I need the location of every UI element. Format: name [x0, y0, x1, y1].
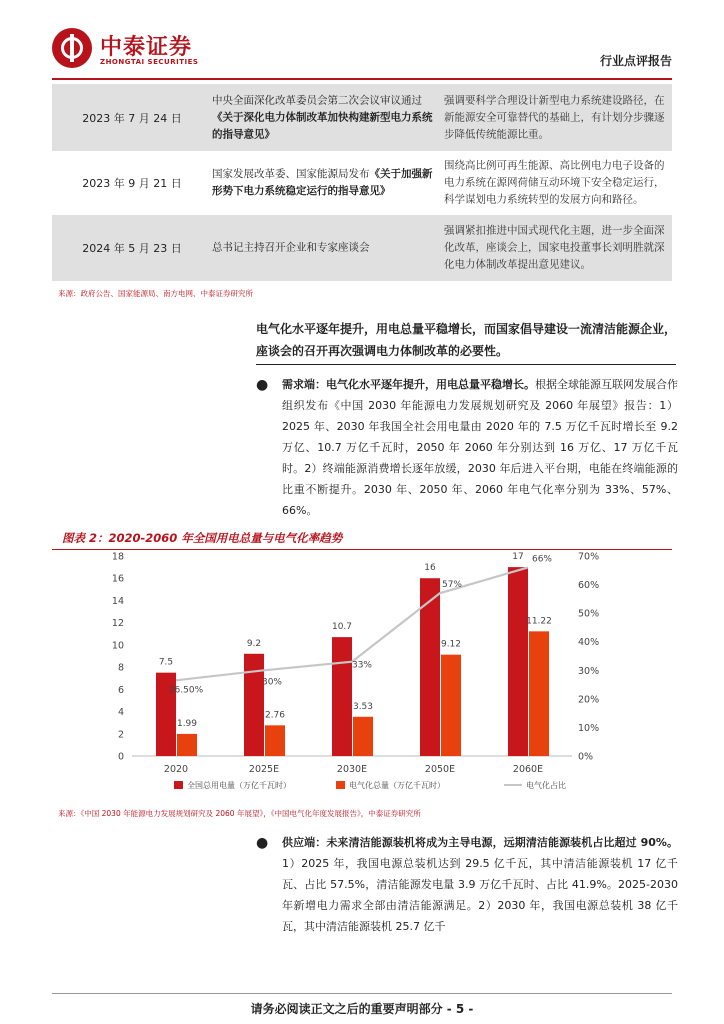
bar-electrified-amount	[177, 734, 197, 756]
table-row	[52, 84, 672, 151]
paragraph-supply	[282, 832, 678, 937]
bar-electrified-label: 3.53	[352, 701, 374, 712]
bar-electrified-label: 9.12	[440, 639, 462, 650]
y-left-tick-label: 16	[111, 573, 124, 585]
legend-label: 电气化占比	[526, 781, 566, 790]
line-point-label: 57%	[441, 580, 463, 591]
table-row	[52, 151, 672, 215]
header-divider	[52, 78, 672, 80]
bullet-icon: ●	[256, 835, 269, 851]
summary-divider	[256, 364, 676, 365]
event-document-title: 《关于深化电力体制改革加快构建新型电力系统的指导意见》	[212, 111, 433, 140]
legend-label: 全国总用电量（万亿千瓦时）	[187, 781, 291, 790]
y-left-tick-label: 4	[117, 707, 124, 719]
y-left-tick-label: 0	[117, 751, 124, 763]
bullet-icon: ●	[256, 377, 269, 393]
bar-total-label: 10.7	[331, 622, 353, 633]
legend-bar-swatch	[336, 781, 345, 789]
y-right-tick-label: 10%	[578, 722, 600, 734]
line-point-label: 33%	[351, 660, 373, 671]
row-date: 2023 年 7 月 24 日	[82, 111, 182, 125]
y-right-tick-label: 70%	[578, 552, 600, 563]
row-description: 围绕高比例可再生能源、高比例电力电子设备的电力系统在源网荷储互动环境下安全稳定运行，科学谋划电力系统转型的发展方向和路径。	[444, 159, 665, 206]
y-left-tick-label: 6	[117, 684, 124, 696]
bar-electrified-label: 2.76	[264, 710, 286, 721]
paragraph-demand	[282, 374, 678, 521]
y-left-tick-label: 18	[111, 552, 124, 563]
paragraph-lead: 需求端：电气化水平逐年提升，用电总量平稳增长。	[282, 378, 535, 391]
bar-total-label: 9.2	[246, 638, 262, 649]
bar-electrified-label: 1.99	[176, 718, 198, 729]
bar-electrified-amount	[441, 655, 461, 756]
x-tick-label: 2030E	[336, 764, 368, 775]
chart-title-divider	[52, 549, 672, 550]
row-event	[212, 92, 438, 143]
row-date: 2024 年 5 月 23 日	[82, 242, 182, 255]
y-left-tick-label: 12	[111, 618, 124, 630]
logo-mark-icon	[52, 28, 92, 68]
row-description: 强调紧扣推进中国式现代化主题，进一步全面深化改革，座谈会上，国家电投董事长刘明胜就深化电力体制改革提出意见建议。	[444, 224, 665, 271]
y-right-tick-label: 60%	[578, 580, 600, 592]
row-event	[212, 166, 438, 200]
bar-total-label: 16	[424, 563, 436, 574]
section-summary: 电气化水平逐年提升，用电总量平稳增长，而国家倡导建设一流清洁能源企业，座谈会的召开再次强调电力体制改革的必要性。	[256, 322, 677, 358]
paragraph-body: 1）2025 年，我国电源总装机达到 29.5 亿千瓦，其中清洁能源装机 17 亿千瓦、占比 57.5%，清洁能源发电量 3.9 万亿千瓦时、占比 41.9%。2025-2030 年新增电力需求全部由清洁能源满足。2）2030 年，我国电源总装机 38 亿千瓦，其中清洁能源装机 25.7 亿千	[282, 857, 678, 933]
legend-label: 电气化总量（万亿千瓦时）	[349, 781, 445, 790]
electricity-chart	[96, 552, 616, 802]
bar-electrified-amount	[353, 717, 373, 756]
line-point-label: 66%	[531, 554, 553, 565]
table-row	[52, 215, 672, 281]
legend-bar-swatch	[174, 781, 183, 789]
logo-name-cn: 中泰证券	[100, 35, 193, 60]
event-text: 中央全面深化改革委员会第二次会议审议通过	[212, 94, 422, 106]
line-point-label: 26.50%	[168, 685, 204, 696]
x-tick-label: 2025E	[248, 764, 280, 775]
x-tick-label: 2060E	[512, 764, 544, 775]
y-left-tick-label: 10	[111, 640, 124, 652]
y-left-tick-label: 14	[111, 595, 124, 607]
event-text: 总书记主持召开企业和专家座谈会	[212, 241, 370, 254]
bar-total-consumption	[420, 578, 440, 756]
logo-name-en: ZHONGTAI SECURITIES	[100, 58, 199, 66]
footer-divider	[52, 993, 672, 994]
y-right-tick-label: 0%	[578, 751, 594, 763]
event-text: 国家发展改革委、国家能源局发布	[212, 168, 370, 180]
row-event	[212, 240, 438, 257]
bar-electrified-amount	[265, 725, 285, 756]
bar-electrified-amount	[529, 631, 549, 756]
line-point-label: 30%	[261, 677, 283, 688]
row-date: 2023 年 9 月 21 日	[82, 177, 182, 190]
company-logo	[52, 28, 222, 74]
row-description: 强调要科学合理设计新型电力系统建设路径，在新能源安全可靠替代的基础上，有计划分步骤逐步降低传统能源比重。	[444, 94, 665, 140]
x-tick-label: 2050E	[424, 764, 456, 775]
paragraph-lead: 供应端：未来清洁能源装机将成为主导电源，远期清洁能源装机占比超过 90%。	[282, 836, 678, 849]
chart-title: 图表 2：2020-2060 年全国用电总量与电气化率趋势	[62, 531, 343, 545]
bar-total-consumption	[508, 567, 528, 756]
y-right-tick-label: 30%	[578, 665, 600, 677]
report-type: 行业点评报告	[599, 54, 672, 68]
policy-table	[52, 84, 672, 281]
y-left-tick-label: 2	[117, 729, 124, 741]
y-right-tick-label: 40%	[578, 637, 600, 649]
chart-source: 来源：《中国 2030 年能源电力发展规划研究及 2060 年展望》，《中国电气化年度发展报告》，中泰证券研究所	[58, 809, 421, 818]
page-footer: 请务必阅读正文之后的重要声明部分 - 5 -	[250, 1002, 474, 1016]
event-document-title: 《关于加强新形势下电力系统稳定运行的指导意见》	[212, 168, 433, 197]
bar-total-consumption	[244, 654, 264, 756]
bar-electrified-label: 11.22	[526, 616, 552, 627]
y-left-tick-label: 8	[117, 662, 124, 674]
bar-total-consumption	[332, 637, 352, 756]
y-right-tick-label: 50%	[578, 608, 600, 620]
paragraph-body: 根据全球能源互联网发展合作组织发布《中国 2030 年能源电力发展规划研究及 2060 年展望》报告：1）2025 年、2030 年我国全社会用电量由 2020 年的 7.5 万亿千瓦时增长至 9.2 万亿、10.7 万亿千瓦时，2050 年 2060 年分别达到 16 万亿、17 万亿千瓦时。2）终端能源消费增长逐年放缓，2030 年后进入平台期，电能在终端能源的比重不断提升。2030 年、2050 年、2060 年电气化率分别为 33%、57%、66%。	[282, 378, 678, 517]
y-right-tick-label: 20%	[578, 694, 600, 706]
bar-total-label: 17	[512, 552, 524, 563]
bar-total-label: 7.5	[158, 657, 174, 668]
table-source: 来源：政府公告、国家能源局、南方电网、中泰证券研究所	[58, 289, 253, 298]
x-tick-label: 2020	[163, 764, 189, 775]
